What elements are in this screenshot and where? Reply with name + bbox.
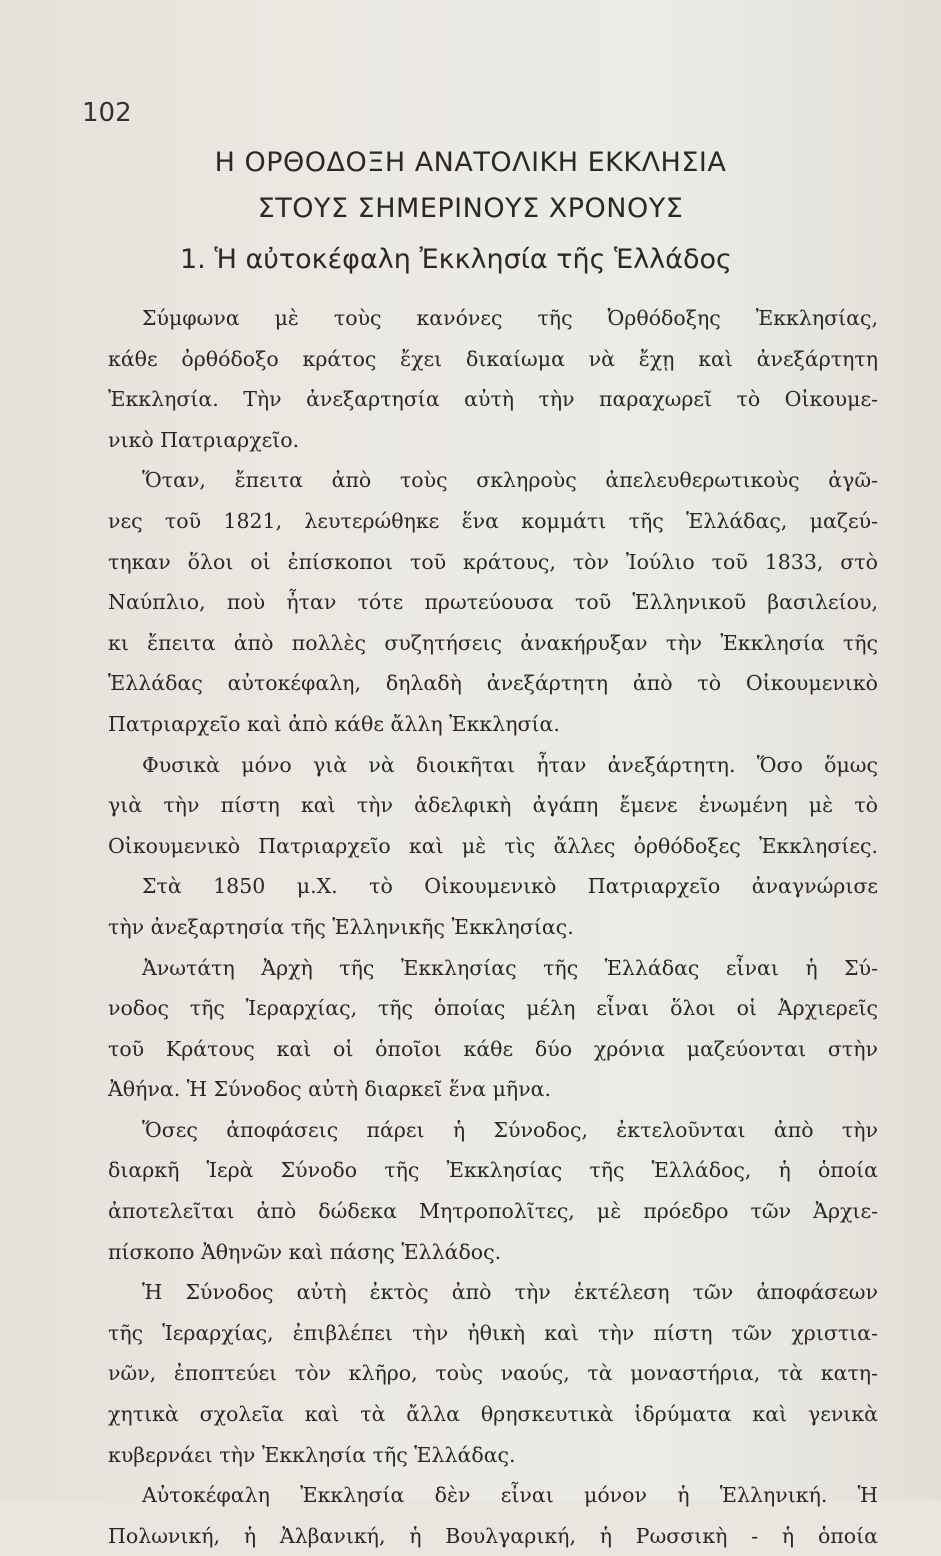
text-line: Στὰ 1850 μ.Χ. τὸ Οἰκουμενικὸ Πατριαρχεῖο ἀναγνώρισε <box>142 874 878 899</box>
page-number: 102 <box>82 98 132 128</box>
text-line: Αὐτοκέφαλη Ἐκκλησία δὲν εἶναι μόνον ἡ Ἑλληνική. Ἡ <box>142 1483 878 1508</box>
text-line: νοδος τῆς Ἱεραρχίας, τῆς ὁποίας μέλη εἶναι ὅλοι οἱ Ἀρχιερεῖς <box>108 996 878 1021</box>
text-line: νῶν, ἐποπτεύει τὸν κλῆρο, τοὺς ναούς, τὰ μοναστήρια, τὰ κατη- <box>108 1361 878 1386</box>
text-line: Ναύπλιο, ποὺ ἦταν τότε πρωτεύουσα τοῦ Ἑλληνικοῦ βασιλείου, <box>108 590 878 615</box>
text-line: Οἰκουμενικὸ Πατριαρχεῖο καὶ μὲ τὶς ἄλλες ὀρθόδοξες Ἐκκλησίες. <box>108 833 878 858</box>
text-line: ἀποτελεῖται ἀπὸ δώδεκα Μητροπολῖτες, μὲ πρόεδρο τῶν Ἀρχιε- <box>108 1199 878 1224</box>
text-line: τῆς Ἱεραρχίας, ἐπιβλέπει τὴν ἠθικὴ καὶ τὴν πίστη τῶν χριστια- <box>108 1320 878 1345</box>
text-line: Φυσικὰ μόνο γιὰ νὰ διοικῆται ἦταν ἀνεξάρτητη. Ὅσο ὅμως <box>142 752 878 777</box>
text-line: κι ἔπειτα ἀπὸ πολλὲς συζητήσεις ἀνακήρυξαν τὴν Ἐκκλησία τῆς <box>108 630 878 655</box>
text-line: διαρκῆ Ἱερὰ Σύνοδο τῆς Ἐκκλησίας τῆς Ἑλλάδος, ἡ ὁποία <box>108 1158 878 1183</box>
text-line: Ὅταν, ἔπειτα ἀπὸ τοὺς σκληροὺς ἀπελευθερωτικοὺς ἀγῶ- <box>142 468 878 493</box>
text-line: πίσκοπο Ἀθηνῶν καὶ πάσης Ἑλλάδος. <box>108 1239 502 1264</box>
text-line: Σύμφωνα μὲ τοὺς κανόνες τῆς Ὀρθόδοξης Ἐκκλησίας, <box>142 306 878 330</box>
text-line: νικὸ Πατριαρχεῖο. <box>108 427 300 452</box>
text-line: κυβερνάει τὴν Ἐκκλησία τῆς Ἑλλάδας. <box>108 1442 516 1467</box>
text-line: Πολωνική, ἡ Ἀλβανική, ἡ Βουλγαρική, ἡ Ρωσσικὴ - ἡ ὁποία <box>108 1523 878 1548</box>
text-line: γιὰ τὴν πίστη καὶ τὴν ἀδελφικὴ ἀγάπη ἔμενε ἑνωμένη μὲ τὸ <box>108 793 878 818</box>
text-line: νες τοῦ 1821, λευτερώθηκε ἕνα κομμάτι τῆς Ἑλλάδας, μαζεύ- <box>108 508 878 533</box>
text-line: τοῦ Κράτους καὶ οἱ ὁποῖοι κάθε δύο χρόνια μαζεύονται στὴν <box>108 1036 878 1061</box>
chapter-title-line-1: Η ΟΡΘΟΔΟΞΗ ΑΝΑΤΟΛΙΚΗ ΕΚΚΛΗΣΙΑ <box>214 147 727 178</box>
text-line: τὴν ἀνεξαρτησία τῆς Ἑλληνικῆς Ἐκκλησίας. <box>108 914 574 939</box>
chapter-title-line-2: ΣΤΟΥΣ ΣΗΜΕΡΙΝΟΥΣ ΧΡΟΝΟΥΣ <box>257 193 684 224</box>
text-line: Ἡ Σύνοδος αὐτὴ ἐκτὸς ἀπὸ τὴν ἐκτέλεση τῶν ἀποφάσεων <box>142 1280 878 1305</box>
text-line: τηκαν ὅλοι οἱ ἐπίσκοποι τοῦ κράτους, τὸν Ἰούλιο τοῦ 1833, στὸ <box>108 549 878 574</box>
body-text <box>108 298 878 1556</box>
text-line: Ἀθήνα. Ἡ Σύνοδος αὐτὴ διαρκεῖ ἕνα μῆνα. <box>108 1077 552 1102</box>
text-line: Ἀνωτάτη Ἀρχὴ τῆς Ἐκκλησίας τῆς Ἑλλάδας εἶναι ἡ Σύ- <box>142 955 878 980</box>
text-line: Ὅσες ἀποφάσεις πάρει ἡ Σύνοδος, ἐκτελοῦνται ἀπὸ τὴν <box>142 1117 878 1142</box>
text-line: κάθε ὀρθόδοξο κράτος ἔχει δικαίωμα νὰ ἔχῃ καὶ ἀνεξάρτητη <box>108 346 878 371</box>
section-heading: 1. Ἡ αὐτοκέφαλη Ἐκκλησία τῆς Ἑλλάδος <box>180 244 732 275</box>
text-line: χητικὰ σχολεῖα καὶ τὰ ἄλλα θρησκευτικὰ ἱδρύματα καὶ γενικὰ <box>108 1402 878 1427</box>
text-line: Πατριαρχεῖο καὶ ἀπὸ κάθε ἄλλη Ἐκκλησία. <box>108 711 560 736</box>
text-line: Ἐκκλησία. Τὴν ἀνεξαρτησία αὐτὴ τὴν παραχωρεῖ τὸ Οἰκουμε- <box>108 387 878 412</box>
text-line: Ἑλλάδας αὐτοκέφαλη, δηλαδὴ ἀνεξάρτητη ἀπὸ τὸ Οἰκουμενικὸ <box>108 671 878 696</box>
